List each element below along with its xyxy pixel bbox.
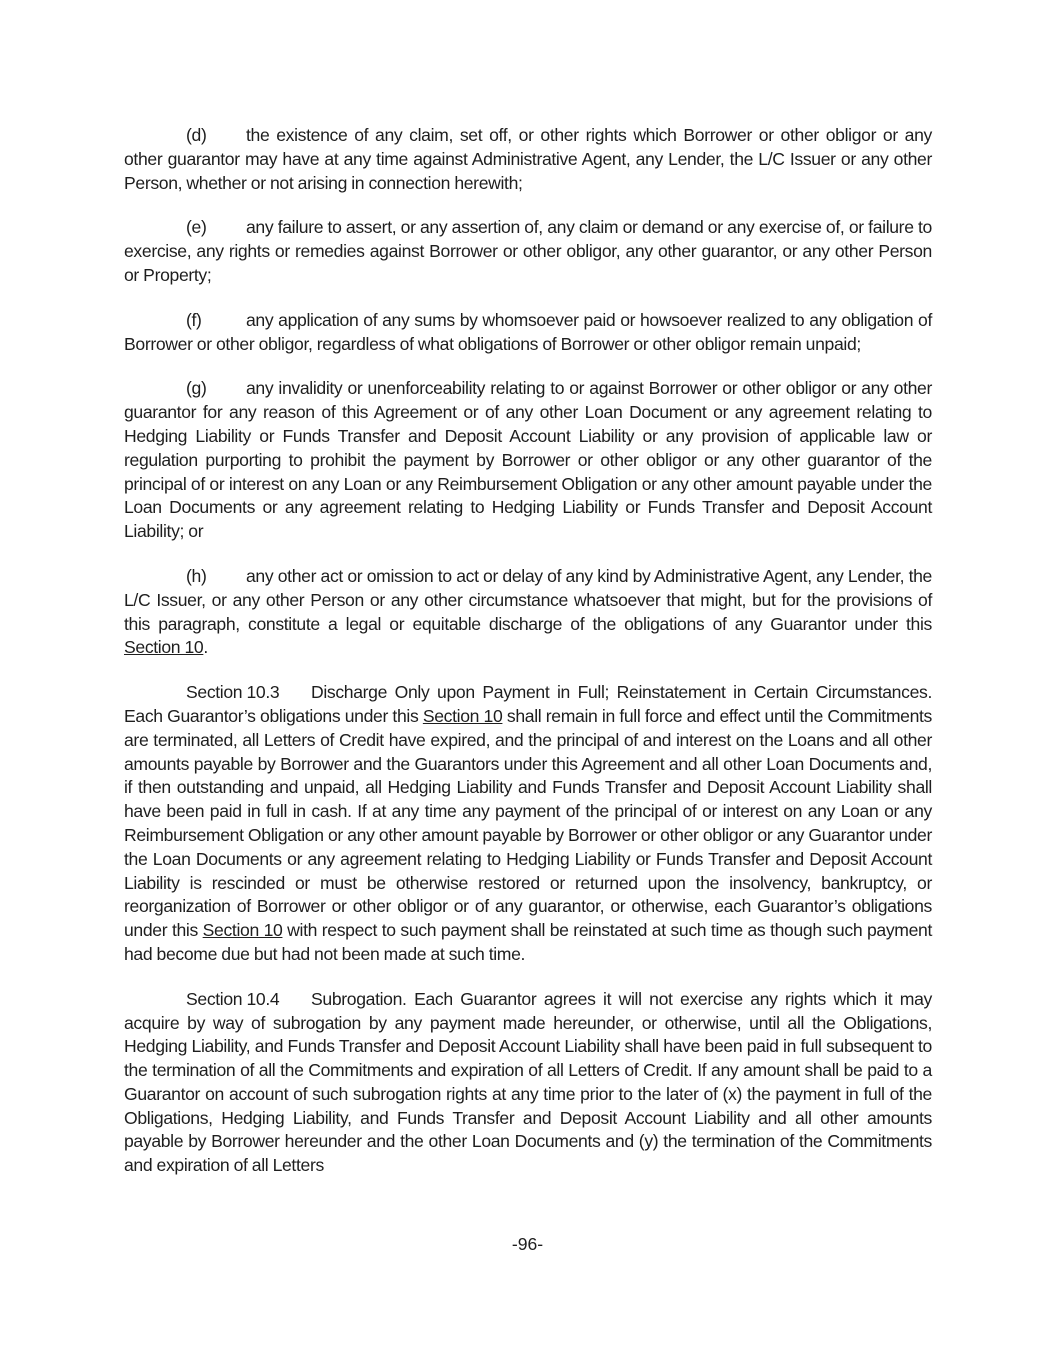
section-heading: Discharge Only upon Payment in Full; Reinstatement in Certain Circumstances. bbox=[311, 682, 932, 703]
clause-g bbox=[124, 377, 932, 544]
clause-h bbox=[124, 565, 932, 660]
clause-label: (g) bbox=[186, 378, 207, 399]
section-number: Section 10.4 bbox=[186, 988, 280, 1009]
page-number: -96- bbox=[511, 1234, 544, 1254]
document-body bbox=[124, 124, 932, 1199]
clause-text: any other act or omission to act or delay of any kind by Administrative Agent, any Lender, the L/C Issuer, or any other Person or any other circumstance whatsoever that might, but for the provisions of this paragraph, constitute a legal or equitable discharge of the obligations of any Guarantor under this bbox=[124, 565, 932, 634]
clause-d bbox=[124, 124, 932, 195]
section-text: with respect to such payment shall be reinstated at such time as though such payment had become due but had not been made at such time. bbox=[124, 920, 932, 964]
clause-e bbox=[124, 216, 932, 287]
clause-label: (f) bbox=[186, 309, 202, 330]
section-10-3 bbox=[124, 681, 932, 967]
clause-text: any application of any sums by whomsoever paid or howsoever realized to any obligation of Borrower or other obligor, regardless of what obligations of Borrower or other obligor remain unpaid; bbox=[124, 309, 932, 354]
clause-f bbox=[124, 309, 932, 357]
clause-label: (h) bbox=[186, 565, 207, 586]
section-text: shall remain in full force and effect until the Commitments are terminated, all Letters of Credit have expired, and the principal of and interest on the Loans and all other amounts payable by Borrower and the Guarantors under this Agreement and all other Loan Documents and, if then outstanding and unpaid, all Hedging Liability and Funds Transfer and Deposit Account Liability shall have been paid in full in cash. If at any time any payment of the principal of or interest on any Loan or any Reimbursement Obligation or any other amount payable by Borrower or other obligor or any Guarantor under the Loan Documents or any agreement relating to Hedging Liability or Funds Transfer and Deposit Account Liability is rescinded or must be otherwise restored or returned upon the insolvency, bankruptcy, or reorganization of Borrower or other obligor or of any guarantor, or otherwise, each Guarantor’s obligations under this bbox=[124, 705, 933, 941]
section-heading: Subrogation. bbox=[311, 988, 407, 1009]
clause-text-end: . bbox=[203, 637, 208, 658]
clause-label: (d) bbox=[186, 125, 207, 145]
clause-text: the existence of any claim, set off, or other rights which Borrower or other obligor or any other guarantor may have at any time against Administrative Agent, any Lender, the L/C Issuer or any other Person, whether or not arising in connection herewith; bbox=[124, 125, 932, 193]
section-reference: Section 10 bbox=[124, 637, 204, 658]
section-text: Each Guarantor agrees it will not exercise any rights which it may acquire by way of subrogation by any payment made hereunder, or otherwise, until all the Obligations, Hedging Liability, and Funds Transfer and Deposit Account Liability shall have been paid in full subsequent to the termination of all the Commitments and expiration of all Letters of Credit. If any amount shall be paid to a Guarantor on account of such subrogation rights at any time prior to the later of (x) the payment in full of the Obligations, Hedging Liability, and Funds Transfer and Deposit Account Liability and all other amounts payable by Borrower hereunder and the other Loan Documents and (y) the termination of the Commitments and expiration of all Letters bbox=[124, 988, 932, 1176]
clause-text: any failure to assert, or any assertion of, any claim or demand or any exercise of, or failure to exercise, any rights or remedies against Borrower or other obligor, any other guarantor, or any other Person or Property; bbox=[124, 217, 932, 285]
section-reference: Section 10 bbox=[202, 920, 283, 941]
section-text: Each Guarantor’s obligations under this bbox=[124, 705, 423, 726]
clause-label: (e) bbox=[186, 217, 207, 238]
section-number: Section 10.3 bbox=[186, 682, 280, 703]
section-10-4 bbox=[124, 988, 932, 1178]
section-reference: Section 10 bbox=[422, 705, 503, 726]
clause-text: any invalidity or unenforceability relating to or against Borrower or other obligor or any other guarantor for any reason of this Agreement or of any other Loan Document or any agreement relating to Hedging Liability or Funds Transfer and Deposit Account Liability or any provision of applicable law or regulation purporting to prohibit the payment by Borrower or other obligor or any other guarantor of the principal of or interest on any Loan or any Reimbursement Obligation or any other amount payable under the Loan Documents or any agreement relating to Hedging Liability or Funds Transfer and Deposit Account Liability; or bbox=[124, 378, 932, 542]
